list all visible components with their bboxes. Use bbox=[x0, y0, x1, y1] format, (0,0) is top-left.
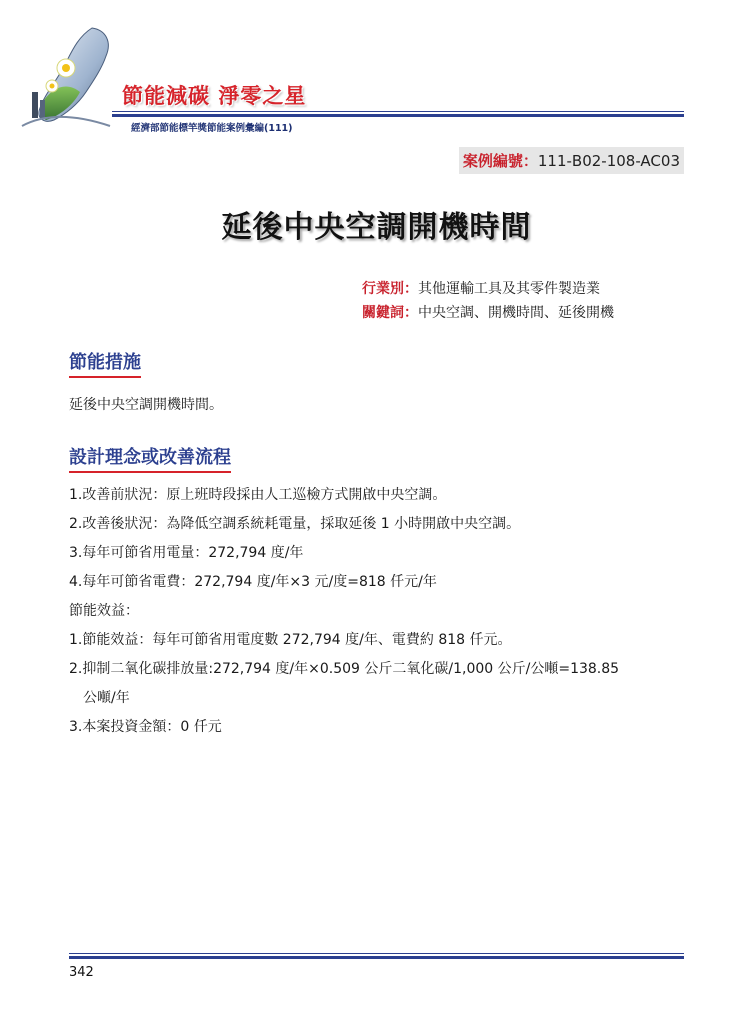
keywords-row bbox=[362, 301, 614, 325]
case-number-value: 111-B02-108-AC03 bbox=[537, 152, 680, 170]
keywords-label: 關鍵詞： bbox=[362, 305, 418, 321]
case-number-box bbox=[459, 147, 684, 174]
case-number-label: 案例編號： bbox=[462, 152, 538, 170]
design-list bbox=[69, 484, 689, 745]
header-rule-thick bbox=[112, 114, 684, 117]
logo-subtitle: 經濟部節能標竿獎節能案例彙編(111) bbox=[131, 123, 293, 134]
industry-label: 行業別： bbox=[362, 281, 418, 297]
list-item: 1.改善前狀況：原上班時段採由人工巡檢方式開啟中央空調。 bbox=[69, 487, 447, 503]
page-number: 342 bbox=[69, 965, 94, 980]
list-item: 2.抑制二氧化碳排放量:272,794 度/年×0.509 公斤二氧化碳/1,000 公斤/公噸=138.85 bbox=[69, 661, 620, 677]
list-item: 3.本案投資金額：0 仟元 bbox=[69, 719, 222, 735]
page-title: 延後中央空調開機時間 bbox=[221, 210, 532, 245]
list-item: 4.每年可節省電費：272,794 度/年×3 元/度=818 仟元/年 bbox=[69, 574, 437, 590]
list-item: 3.每年可節省用電量：272,794 度/年 bbox=[69, 545, 304, 561]
meta-block bbox=[362, 277, 614, 325]
section-heading-measures: 節能措施 bbox=[69, 348, 141, 378]
footer-rule-thick bbox=[69, 956, 684, 959]
list-item: 1.節能效益：每年可節省用電度數 272,794 度/年、電費約 818 仟元。 bbox=[69, 632, 512, 648]
footer-rule-thin bbox=[69, 953, 684, 954]
section-heading-design: 設計理念或改善流程 bbox=[69, 443, 231, 473]
keywords-value: 中央空調、開機時間、延後開機 bbox=[418, 305, 614, 321]
header-rule-thin bbox=[112, 111, 684, 112]
list-item: 節能效益： bbox=[69, 603, 139, 619]
industry-value: 其他運輸工具及其零件製造業 bbox=[418, 281, 600, 297]
measures-text: 延後中央空調開機時間。 bbox=[69, 397, 223, 413]
logo-title: 節能減碳 淨零之星 bbox=[122, 83, 307, 108]
list-item: 公噸/年 bbox=[83, 690, 130, 706]
taiwan-island-logo-icon bbox=[14, 22, 124, 132]
list-item: 2.改善後狀況：為降低空調系統耗電量，採取延後 1 小時開啟中央空調。 bbox=[69, 516, 521, 532]
industry-row bbox=[362, 277, 614, 301]
